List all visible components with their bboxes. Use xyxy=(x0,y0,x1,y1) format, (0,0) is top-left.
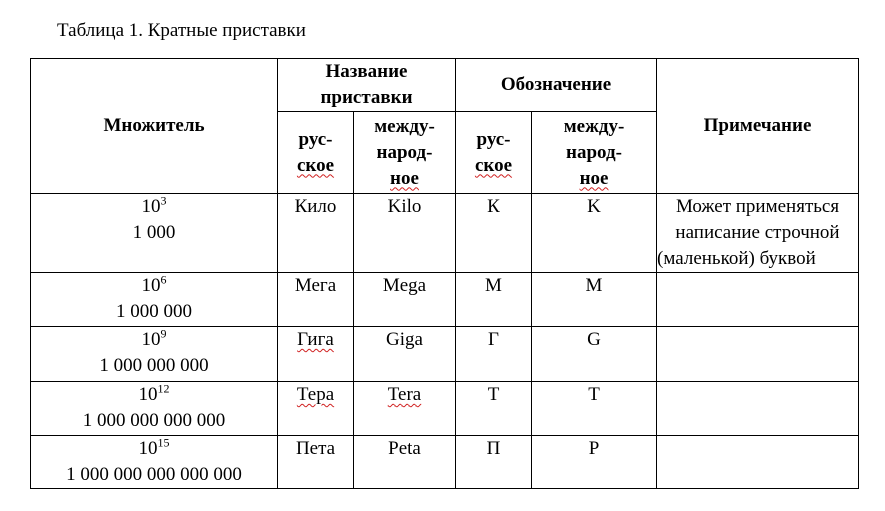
name-intl-cell: Mega xyxy=(354,273,456,327)
note-cell xyxy=(657,436,859,489)
multiplier-base: 10 xyxy=(141,329,161,350)
table-caption: Таблица 1. Кратные приставки xyxy=(57,20,306,41)
desig-intl-cell: M xyxy=(532,273,657,327)
desig-ru-cell: К xyxy=(456,194,532,273)
multiplier-exponent: 6 xyxy=(160,272,167,287)
header-name-intl xyxy=(354,112,456,194)
multiplier-exponent: 9 xyxy=(160,326,167,341)
header-name-intl-line-2: народ- xyxy=(376,141,433,163)
header-desig-intl-line-1: между- xyxy=(563,115,625,137)
multiplier-cell xyxy=(31,382,278,436)
header-name-ru xyxy=(278,112,354,194)
header-name-group: Название приставки xyxy=(278,59,456,112)
name-ru-text: Гига xyxy=(297,329,334,350)
desig-intl-cell: P xyxy=(532,436,657,489)
name-intl-cell: Giga xyxy=(354,327,456,382)
header-name-intl-line-1: между- xyxy=(374,115,435,137)
table-row xyxy=(31,382,859,436)
multiplier-cell xyxy=(31,436,278,489)
name-ru-text: Тера xyxy=(296,384,335,405)
table-row xyxy=(31,273,859,327)
header-name-intl-line-3: ное xyxy=(390,167,419,189)
header-desig-ru-line-2: ское xyxy=(474,154,513,176)
header-desig-ru-line-1: рус- xyxy=(476,128,511,150)
name-ru-cell xyxy=(278,327,354,382)
desig-ru-cell: Т xyxy=(456,382,532,436)
multiplier-base: 10 xyxy=(138,384,158,405)
desig-intl-cell: G xyxy=(532,327,657,382)
multiplier-value: 1 000 xyxy=(132,222,176,243)
multiplier-cell xyxy=(31,327,278,382)
multiplier-base: 10 xyxy=(141,275,161,296)
desig-ru-cell: Г xyxy=(456,327,532,382)
name-intl-cell xyxy=(354,382,456,436)
name-ru-cell xyxy=(278,382,354,436)
note-cell xyxy=(657,273,859,327)
multiplier-value: 1 000 000 000 000 000 xyxy=(66,464,242,485)
name-ru-cell: Мега xyxy=(278,273,354,327)
multiplier-exponent: 12 xyxy=(157,381,170,396)
header-note: Примечание xyxy=(657,59,859,194)
header-multiplier: Множитель xyxy=(31,59,278,194)
desig-ru-cell: П xyxy=(456,436,532,489)
header-desig-intl-line-2: народ- xyxy=(566,141,622,163)
multiplier-value: 1 000 000 000 xyxy=(99,355,209,376)
header-desig-ru xyxy=(456,112,532,194)
name-ru-cell: Пета xyxy=(278,436,354,489)
multiplier-cell xyxy=(31,194,278,273)
multiplier-cell xyxy=(31,273,278,327)
table-row xyxy=(31,194,859,273)
desig-intl-cell: K xyxy=(532,194,657,273)
multiplier-value: 1 000 000 000 000 xyxy=(82,410,226,431)
multiplier-exponent: 3 xyxy=(160,193,167,208)
multiplier-base: 10 xyxy=(138,438,158,459)
name-intl-cell: Kilo xyxy=(354,194,456,273)
multiplier-base: 10 xyxy=(141,196,161,217)
multiplier-exponent: 15 xyxy=(157,435,170,450)
header-name-ru-line-2: ское xyxy=(296,154,335,176)
note-cell xyxy=(657,327,859,382)
name-ru-cell: Кило xyxy=(278,194,354,273)
note-cell: Может применяться написание строчной (маленькой) буквой xyxy=(657,194,859,273)
name-intl-cell: Peta xyxy=(354,436,456,489)
prefix-table xyxy=(30,58,859,489)
header-name-ru-line-1: рус- xyxy=(298,128,333,150)
note-cell xyxy=(657,382,859,436)
table-row xyxy=(31,327,859,382)
header-desig-intl xyxy=(532,112,657,194)
desig-intl-cell: T xyxy=(532,382,657,436)
table-row xyxy=(31,436,859,489)
multiplier-value: 1 000 000 xyxy=(116,301,192,322)
header-desig-intl-line-3: ное xyxy=(579,167,609,189)
desig-ru-cell: М xyxy=(456,273,532,327)
header-designation-group: Обозначение xyxy=(456,59,657,112)
name-intl-text: Tera xyxy=(387,384,422,405)
